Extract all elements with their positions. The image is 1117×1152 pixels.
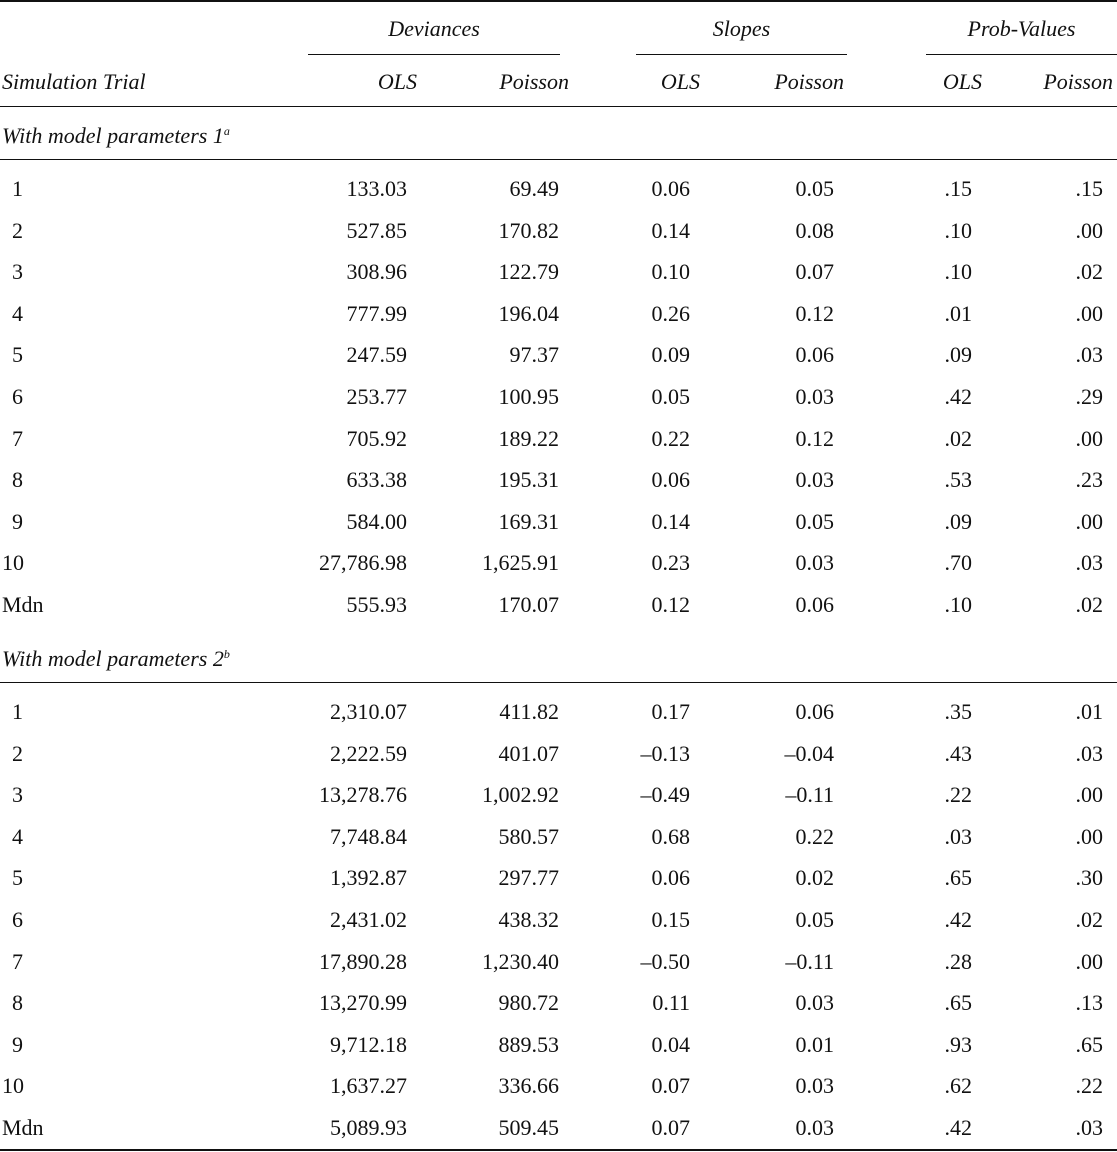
cell-value: 0.15 (651, 907, 690, 932)
cell-value: 9,712.18 (330, 1031, 407, 1057)
cell-value: 5,089.93 (330, 1115, 407, 1140)
cell-value: 1,625.91 (482, 550, 559, 576)
cell-value: 777.99 (346, 300, 407, 326)
cell-value: 0.08 (795, 217, 834, 243)
cell-value: 0.01 (795, 1031, 834, 1057)
cell-value: .03 (1075, 342, 1103, 368)
cell-value: .02 (1075, 907, 1103, 932)
cell-value: 2,222.59 (330, 740, 407, 766)
cell-value: 0.03 (795, 384, 834, 409)
cell-value: 0.09 (651, 342, 690, 368)
cell-value: 0.12 (795, 425, 834, 451)
cell-value: .62 (944, 1073, 972, 1099)
cell-value: 0.07 (795, 259, 834, 285)
cell-value: 411.82 (499, 699, 559, 724)
cell-value: 195.31 (498, 467, 559, 493)
cell-value: 0.06 (651, 176, 690, 201)
cell-value: 2,310.07 (330, 699, 407, 724)
cell-value: 527.85 (346, 217, 407, 243)
cell-value: .42 (944, 907, 972, 932)
section-label-text: With model parameters 2 (2, 646, 224, 671)
cell-value: 0.06 (651, 865, 690, 891)
cell-value: 0.14 (651, 217, 690, 243)
cell-value: 170.82 (498, 217, 559, 243)
cell-value: .03 (1075, 1115, 1103, 1140)
cell-value: .65 (944, 990, 972, 1016)
cell-value: 13,270.99 (319, 990, 407, 1016)
section-label-text: With model parameters 1 (2, 123, 224, 148)
cell-value: 0.10 (651, 259, 690, 285)
cell-value: 69.49 (509, 176, 559, 201)
column-header: OLS (377, 69, 417, 94)
column-group-rule (636, 54, 847, 55)
cell-value: .00 (1075, 508, 1103, 534)
row-label: 4 (12, 823, 23, 849)
section-rule (0, 159, 1117, 160)
column-group-rule (926, 54, 1117, 55)
cell-value: 1,230.40 (482, 948, 559, 974)
cell-value: 0.03 (795, 990, 834, 1016)
cell-value: –0.13 (640, 740, 690, 766)
cell-value: 1,002.92 (482, 782, 559, 808)
cell-value: .30 (1075, 865, 1103, 891)
row-label: 7 (12, 425, 23, 451)
cell-value: 0.06 (795, 699, 834, 724)
section-label (2, 646, 230, 672)
cell-value: 308.96 (346, 259, 407, 285)
row-label: 8 (12, 467, 23, 493)
cell-value: 27,786.98 (319, 550, 407, 576)
cell-value: .00 (1075, 217, 1103, 243)
row-label: 5 (12, 865, 23, 891)
cell-value: 0.03 (795, 1073, 834, 1099)
cell-value: 1,637.27 (330, 1073, 407, 1099)
cell-value: –0.04 (784, 740, 834, 766)
section-label (2, 123, 230, 149)
cell-value: 509.45 (498, 1115, 559, 1140)
column-group-rule (308, 54, 560, 55)
column-header: Poisson (1043, 69, 1113, 94)
cell-value: 0.07 (651, 1115, 690, 1140)
stub-header: Simulation Trial (2, 69, 146, 94)
footnote-marker: a (223, 124, 230, 138)
cell-value: 0.06 (795, 592, 834, 617)
cell-value: .53 (944, 467, 972, 493)
cell-value: .00 (1075, 300, 1103, 326)
cell-value: 253.77 (346, 384, 407, 409)
cell-value: .29 (1075, 384, 1103, 409)
top-rule (0, 0, 1117, 2)
cell-value: .10 (944, 592, 972, 617)
cell-value: 580.57 (498, 823, 559, 849)
cell-value: .35 (944, 699, 972, 724)
cell-value: .00 (1075, 823, 1103, 849)
column-group-header: Deviances (388, 16, 480, 41)
cell-value: 0.03 (795, 467, 834, 493)
cell-value: 401.07 (498, 740, 559, 766)
row-label: 2 (12, 217, 23, 243)
cell-value: 0.02 (795, 865, 834, 891)
cell-value: 133.03 (346, 176, 407, 201)
cell-value: 170.07 (498, 592, 559, 617)
cell-value: .42 (944, 384, 972, 409)
cell-value: 0.06 (651, 467, 690, 493)
cell-value: 0.22 (795, 823, 834, 849)
cell-value: 0.06 (795, 342, 834, 368)
cell-value: 0.05 (795, 907, 834, 932)
cell-value: .03 (1075, 740, 1103, 766)
cell-value: .10 (944, 217, 972, 243)
column-group-header: Prob-Values (967, 16, 1076, 41)
cell-value: .03 (944, 823, 972, 849)
cell-value: 336.66 (498, 1073, 559, 1099)
cell-value: 169.31 (498, 508, 559, 534)
cell-value: .01 (1075, 699, 1103, 724)
cell-value: 97.37 (509, 342, 559, 368)
cell-value: .09 (944, 342, 972, 368)
cell-value: 1,392.87 (330, 865, 407, 891)
row-label: 8 (12, 990, 23, 1016)
cell-value: 0.05 (651, 384, 690, 409)
cell-value: .00 (1075, 948, 1103, 974)
cell-value: 189.22 (498, 425, 559, 451)
section-rule (0, 682, 1117, 683)
cell-value: 0.68 (651, 823, 690, 849)
cell-value: 7,748.84 (330, 823, 407, 849)
cell-value: 122.79 (498, 259, 559, 285)
cell-value: 0.07 (651, 1073, 690, 1099)
cell-value: 0.23 (651, 550, 690, 576)
row-label: 1 (12, 699, 23, 724)
cell-value: 0.05 (795, 176, 834, 201)
cell-value: 889.53 (498, 1031, 559, 1057)
cell-value: .10 (944, 259, 972, 285)
cell-value: 438.32 (498, 907, 559, 932)
cell-value: 247.59 (346, 342, 407, 368)
row-label: 6 (12, 384, 23, 409)
cell-value: 0.17 (651, 699, 690, 724)
row-label: 3 (12, 782, 23, 808)
row-label: 2 (12, 740, 23, 766)
cell-value: .02 (1075, 259, 1103, 285)
row-label: Mdn (2, 1115, 44, 1140)
cell-value: –0.11 (785, 782, 834, 808)
cell-value: 100.95 (498, 384, 559, 409)
row-label: 5 (12, 342, 23, 368)
cell-value: 0.12 (651, 592, 690, 617)
row-label: 10 (2, 550, 24, 576)
header-rule (0, 106, 1117, 107)
cell-value: .65 (944, 865, 972, 891)
cell-value: 297.77 (498, 865, 559, 891)
cell-value: 17,890.28 (319, 948, 407, 974)
cell-value: 0.22 (651, 425, 690, 451)
cell-value: 705.92 (346, 425, 407, 451)
row-label: 7 (12, 948, 23, 974)
cell-value: 0.26 (651, 300, 690, 326)
cell-value: .09 (944, 508, 972, 534)
column-header: OLS (942, 69, 982, 94)
column-header: Poisson (774, 69, 844, 94)
cell-value: 13,278.76 (319, 782, 407, 808)
cell-value: –0.50 (640, 948, 690, 974)
cell-value: .13 (1075, 990, 1103, 1016)
row-label: Mdn (2, 592, 44, 617)
cell-value: .03 (1075, 550, 1103, 576)
cell-value: –0.49 (640, 782, 690, 808)
cell-value: .22 (944, 782, 972, 808)
cell-value: 0.05 (795, 508, 834, 534)
cell-value: 0.11 (652, 990, 690, 1016)
cell-value: 980.72 (498, 990, 559, 1016)
row-label: 6 (12, 907, 23, 932)
cell-value: .15 (944, 176, 972, 201)
row-label: 9 (12, 1031, 23, 1057)
column-header: Poisson (499, 69, 569, 94)
bottom-rule (0, 1149, 1117, 1151)
cell-value: .23 (1075, 467, 1103, 493)
cell-value: .01 (944, 300, 972, 326)
cell-value: –0.11 (785, 948, 834, 974)
column-header: OLS (660, 69, 700, 94)
cell-value: 584.00 (346, 508, 407, 534)
cell-value: .02 (1075, 592, 1103, 617)
row-label: 9 (12, 508, 23, 534)
cell-value: 0.14 (651, 508, 690, 534)
row-label: 1 (12, 176, 23, 201)
cell-value: .93 (944, 1031, 972, 1057)
cell-value: .22 (1075, 1073, 1103, 1099)
cell-value: 2,431.02 (330, 907, 407, 932)
cell-value: .00 (1075, 425, 1103, 451)
cell-value: .28 (944, 948, 972, 974)
row-label: 3 (12, 259, 23, 285)
cell-value: .00 (1075, 782, 1103, 808)
column-group-header: Slopes (712, 16, 771, 41)
cell-value: 196.04 (498, 300, 559, 326)
cell-value: .42 (944, 1115, 972, 1140)
cell-value: 555.93 (346, 592, 407, 617)
cell-value: 0.12 (795, 300, 834, 326)
cell-value: 0.03 (795, 550, 834, 576)
cell-value: 633.38 (346, 467, 407, 493)
cell-value: 0.03 (795, 1115, 834, 1140)
cell-value: .02 (944, 425, 972, 451)
row-label: 4 (12, 300, 23, 326)
cell-value: .43 (944, 740, 972, 766)
footnote-marker: b (223, 647, 230, 661)
cell-value: 0.04 (651, 1031, 690, 1057)
cell-value: .15 (1075, 176, 1103, 201)
cell-value: .70 (944, 550, 972, 576)
row-label: 10 (2, 1073, 24, 1099)
cell-value: .65 (1075, 1031, 1103, 1057)
